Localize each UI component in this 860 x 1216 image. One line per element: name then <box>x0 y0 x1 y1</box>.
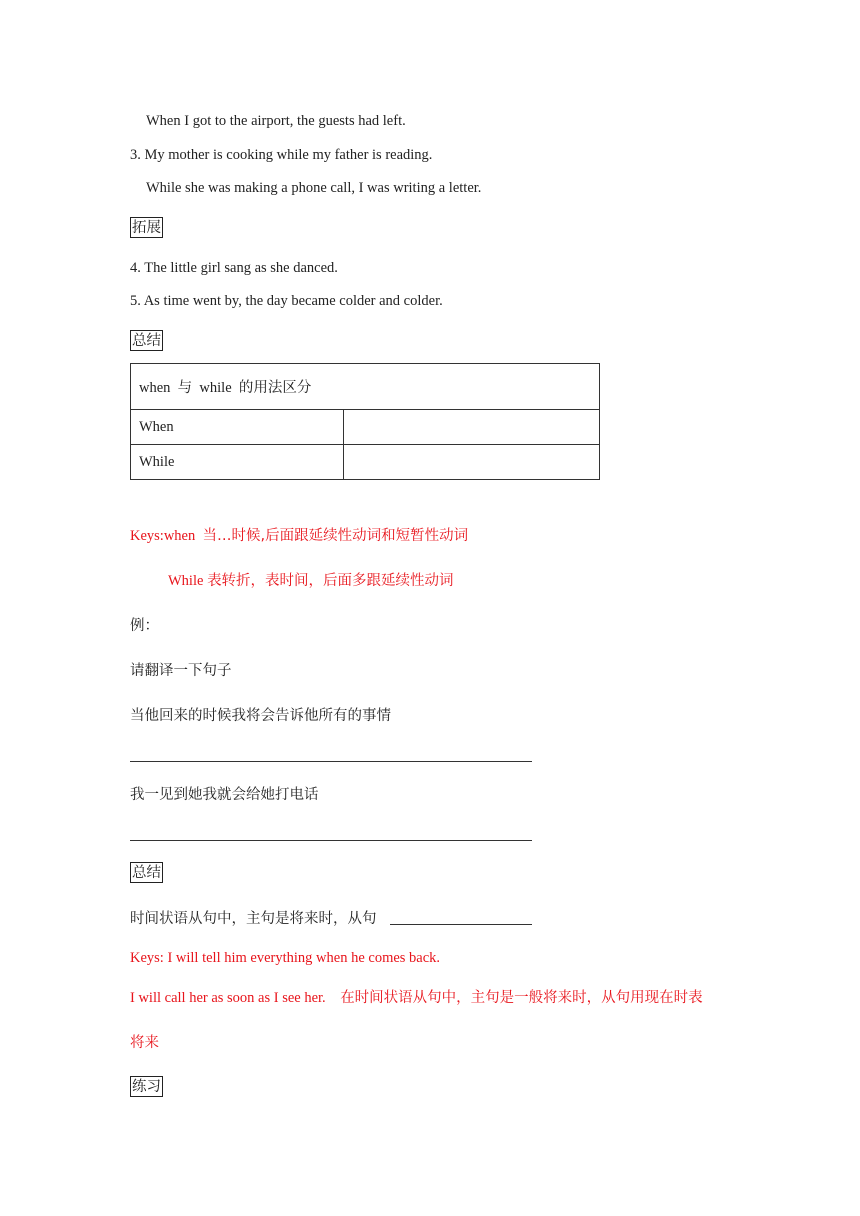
rule-answer-blank <box>390 924 532 925</box>
example-sentence-4: 4. The little girl sang as she danced. <box>130 260 338 276</box>
keys-rule-answer: 在时间状语从句中，主句是一般将来时，从句用现在时表 <box>340 990 703 1006</box>
answer-blank-2 <box>130 840 532 841</box>
usage-comparison-table <box>130 363 600 480</box>
keys-when-explanation: 当…时候,后面跟延续性动词和短暂性动词 <box>202 528 469 544</box>
translate-sentence-2: 我一见到她我就会给她打电话 <box>130 787 319 803</box>
rule-prompt: 时间状语从句中，主句是将来时，从句 <box>130 911 377 927</box>
example-sentence-5: 5. As time went by, the day became colder and colder. <box>130 293 443 309</box>
keys-answer-1: Keys: I will tell him everything when he comes back. <box>130 950 441 966</box>
keys-prefix: Keys:when <box>130 528 196 544</box>
section-label-summary-2: 总结 <box>130 862 163 883</box>
table-cell-label: When <box>131 410 344 445</box>
keys-while-explanation: 表转折，表时间，后面多跟延续性动词 <box>207 573 454 589</box>
keys-answer-2 <box>130 988 703 1008</box>
example-sentence-phone: While she was making a phone call, I was writing a letter. <box>146 180 482 196</box>
table-cell-answer <box>344 445 600 480</box>
table-row <box>131 445 600 480</box>
keys-when <box>130 526 468 546</box>
keys-while-word: While <box>168 573 204 589</box>
keys-answer-2-en: I will call her as soon as I see her. <box>130 990 326 1006</box>
translate-sentence-1: 当他回来的时候我将会告诉他所有的事情 <box>130 708 391 724</box>
section-label-summary: 总结 <box>130 330 163 351</box>
table-title-usage: 的用法区分 <box>238 380 312 396</box>
table-title-when: when <box>139 380 171 396</box>
keys-rule-answer-cont: 将来 <box>130 1035 159 1051</box>
example-sentence-3: 3. My mother is cooking while my father is reading. <box>130 147 433 163</box>
answer-blank-1 <box>130 761 532 762</box>
table-title-and: 与 <box>177 380 193 396</box>
table-header-row <box>131 364 600 410</box>
table-cell-label: While <box>131 445 344 480</box>
table-title-cell <box>131 364 600 410</box>
example-sentence-airport: When I got to the airport, the guests had left. <box>146 113 406 129</box>
keys-while <box>168 571 454 591</box>
section-label-practice: 练习 <box>130 1076 163 1097</box>
table-cell-answer <box>344 410 600 445</box>
section-label-expand: 拓展 <box>130 217 163 238</box>
example-label: 例： <box>130 618 159 634</box>
table-row <box>131 410 600 445</box>
translate-prompt: 请翻译一下句子 <box>130 663 232 679</box>
table-title-while: while <box>199 380 232 396</box>
